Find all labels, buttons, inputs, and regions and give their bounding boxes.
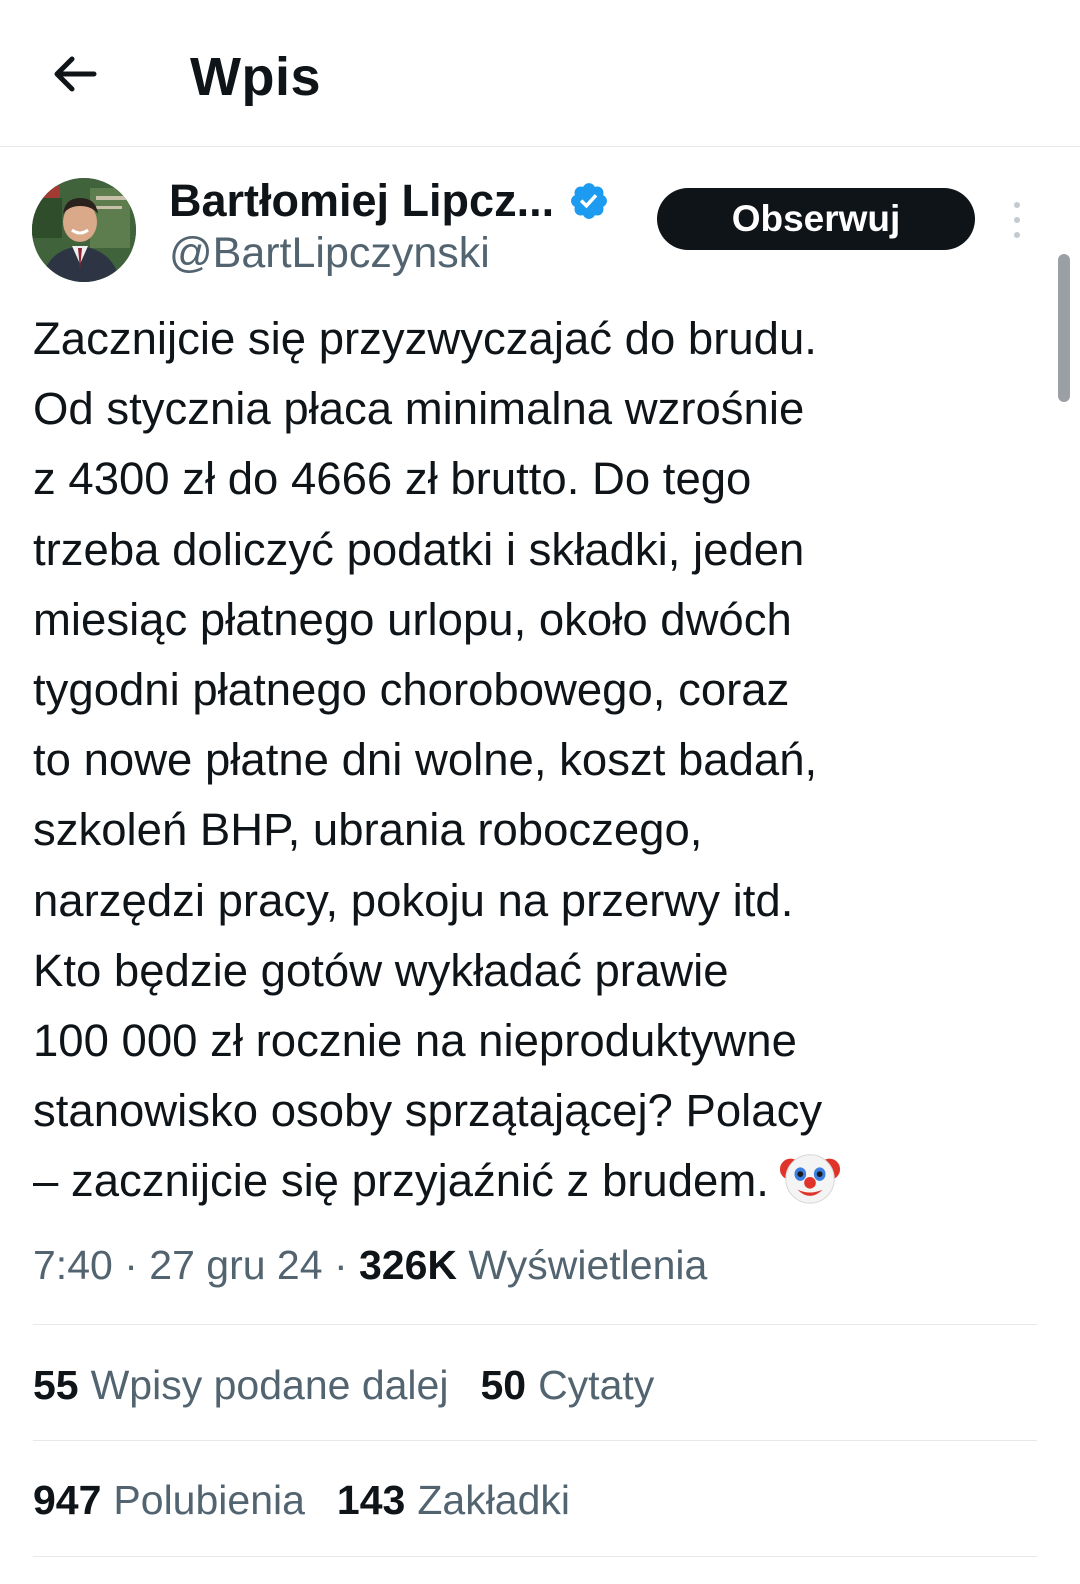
avatar-image [32, 178, 136, 282]
engagement-row [33, 1355, 686, 1415]
meta-separator: · [333, 1242, 348, 1288]
tweet-line: miesiąc płatnego urlopu, około dwóch [33, 593, 792, 645]
avatar[interactable] [32, 178, 136, 282]
engagement-row [33, 1470, 602, 1530]
likes-stat[interactable] [33, 1477, 305, 1524]
tweet-line: Kto będzie gotów wykładać prawie [33, 944, 729, 996]
bookmarks-stat[interactable] [337, 1477, 570, 1524]
quotes-stat[interactable] [480, 1362, 654, 1409]
scrollbar-thumb[interactable] [1058, 254, 1070, 402]
more-options-button[interactable] [1000, 196, 1034, 244]
tweet-line: szkoleń BHP, ubrania roboczego, [33, 804, 703, 856]
follow-button[interactable]: Obserwuj [657, 188, 975, 250]
reposts-count: 55 [33, 1361, 79, 1408]
author-name[interactable]: Bartłomiej Lipcz... [169, 175, 555, 226]
reposts-stat[interactable] [33, 1362, 448, 1409]
likes-label: Polubienia [113, 1476, 305, 1523]
divider [33, 1556, 1037, 1557]
tweet-last-line [33, 1146, 1033, 1216]
tweet-line: Od stycznia płaca minimalna wzrośnie [33, 383, 805, 435]
bookmarks-count: 143 [336, 1476, 406, 1523]
tweet-meta [33, 1240, 707, 1290]
tweet-line: z 4300 zł do 4666 zł brutto. Do tego [33, 453, 752, 505]
back-button[interactable] [44, 46, 104, 102]
clown-face-emoji-icon [779, 1146, 841, 1208]
reposts-label: Wpisy podane dalej [90, 1361, 449, 1408]
more-vertical-icon [1014, 202, 1020, 208]
divider [33, 1324, 1037, 1325]
tweet-line: stanowisko osoby sprzątającej? Polacy [33, 1085, 823, 1137]
author-handle[interactable]: @BartLipczynski [169, 229, 490, 277]
verified-badge-icon [568, 180, 610, 222]
quotes-count: 50 [480, 1361, 527, 1408]
tweet-line: to nowe płatne dni wolne, koszt badań, [33, 734, 818, 786]
tweet-line: 100 000 zł rocznie na nieproduktywne [33, 1015, 797, 1067]
top-bar [0, 0, 1080, 147]
tweet-line: narzędzi pracy, pokoju na przerwy itd. [33, 874, 794, 926]
tweet-line: trzeba doliczyć podatki i składki, jeden [33, 523, 805, 575]
tweet-text [33, 304, 1033, 1217]
tweet-time: 7:40 [33, 1242, 113, 1288]
views-label: Wyświetlenia [468, 1242, 708, 1288]
tweet-line: – zacznijcie się przyjaźnić z brudem. [33, 1155, 769, 1207]
bookmarks-label: Zakładki [417, 1476, 571, 1523]
arrow-left-icon [50, 50, 98, 98]
author-name-row [169, 173, 610, 229]
page-title: Wpis [190, 47, 321, 107]
tweet-line: Zacznijcie się przyzwyczajać do brudu. [33, 313, 817, 364]
quotes-label: Cytaty [538, 1361, 655, 1408]
meta-separator: · [124, 1242, 138, 1288]
divider [33, 1440, 1037, 1441]
tweet-line: tygodni płatnego chorobowego, coraz [33, 664, 790, 716]
views-count: 326K [359, 1242, 458, 1288]
tweet-date: 27 gru 24 [149, 1242, 323, 1288]
likes-count: 947 [33, 1476, 102, 1523]
